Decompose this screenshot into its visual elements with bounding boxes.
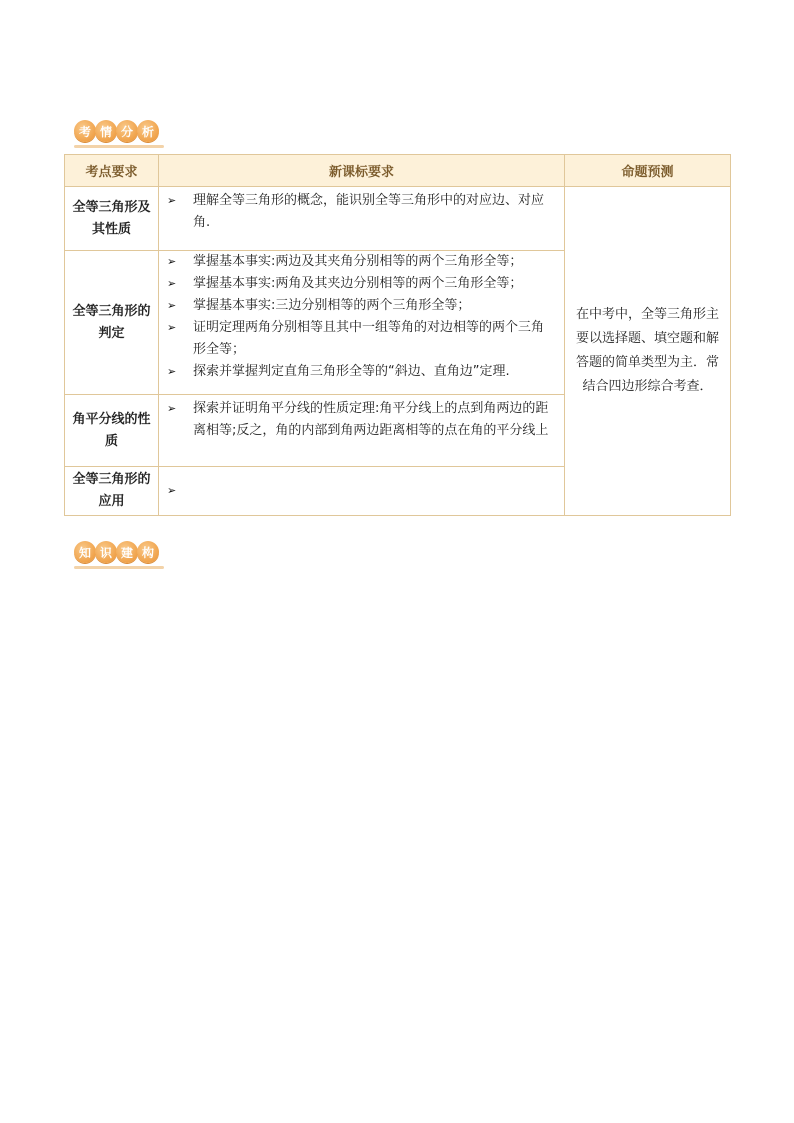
arrow-bullet-icon: ➢ [167, 255, 177, 268]
heading-char: 构 [137, 541, 159, 563]
heading-char: 分 [116, 120, 138, 142]
requirements-table [64, 154, 731, 516]
header-prediction: 命题预测 [565, 155, 731, 187]
topic-cell: 角平分线的性质 [65, 395, 159, 467]
list-item: ➢ 探索并证明角平分线的性质定理:角平分线上的点到角两边的距离相等;反之，角的内部到角两边距离相等的点在角的平分线上 [167, 398, 556, 442]
requirements-cell [159, 467, 565, 516]
list-item: ➢ 掌握基本事实:两边及其夹角分别相等的两个三角形全等； [167, 251, 556, 273]
heading-char: 识 [95, 541, 117, 563]
table-row [65, 187, 731, 251]
arrow-bullet-icon: ➢ [167, 277, 177, 290]
list-item: ➢ 理解全等三角形的概念，能识别全等三角形中的对应边、对应角. [167, 190, 556, 234]
section-heading-knowledge [74, 541, 158, 563]
topic-cell: 全等三角形的判定 [65, 251, 159, 395]
requirements-cell [159, 395, 565, 467]
arrow-bullet-icon: ➢ [167, 194, 177, 207]
list-item: ➢ 证明定理两角分别相等且其中一组等角的对边相等的两个三角形全等； [167, 317, 556, 361]
list-item: ➢ 掌握基本事实:两角及其夹边分别相等的两个三角形全等； [167, 273, 556, 295]
arrow-bullet-icon: ➢ [167, 299, 177, 312]
heading-char: 考 [74, 120, 96, 142]
requirements-cell [159, 187, 565, 251]
list-item: ➢ 探索并掌握判定直角三角形全等的“斜边、直角边”定理. [167, 361, 556, 383]
table-header-row [65, 155, 731, 187]
arrow-bullet-icon: ➢ [167, 321, 177, 334]
topic-cell: 全等三角形及其性质 [65, 187, 159, 251]
heading-char: 知 [74, 541, 96, 563]
header-topic: 考点要求 [65, 155, 159, 187]
heading-char: 情 [95, 120, 117, 142]
requirements-cell [159, 251, 565, 395]
arrow-bullet-icon: ➢ [167, 484, 177, 497]
arrow-bullet-icon: ➢ [167, 402, 177, 415]
heading-char: 析 [137, 120, 159, 142]
prediction-cell: 在中考中，全等三角形主要以选择题、填空题和解答题的简单类型为主．常结合四边形综合考查． [565, 187, 731, 516]
list-item [167, 480, 556, 502]
list-item: ➢ 掌握基本事实:三边分别相等的两个三角形全等； [167, 295, 556, 317]
arrow-bullet-icon: ➢ [167, 365, 177, 378]
heading-underline [74, 566, 164, 569]
section-heading-analysis [74, 120, 158, 142]
header-requirements: 新课标要求 [159, 155, 565, 187]
heading-underline [74, 145, 164, 148]
heading-char: 建 [116, 541, 138, 563]
topic-cell: 全等三角形的应用 [65, 467, 159, 516]
